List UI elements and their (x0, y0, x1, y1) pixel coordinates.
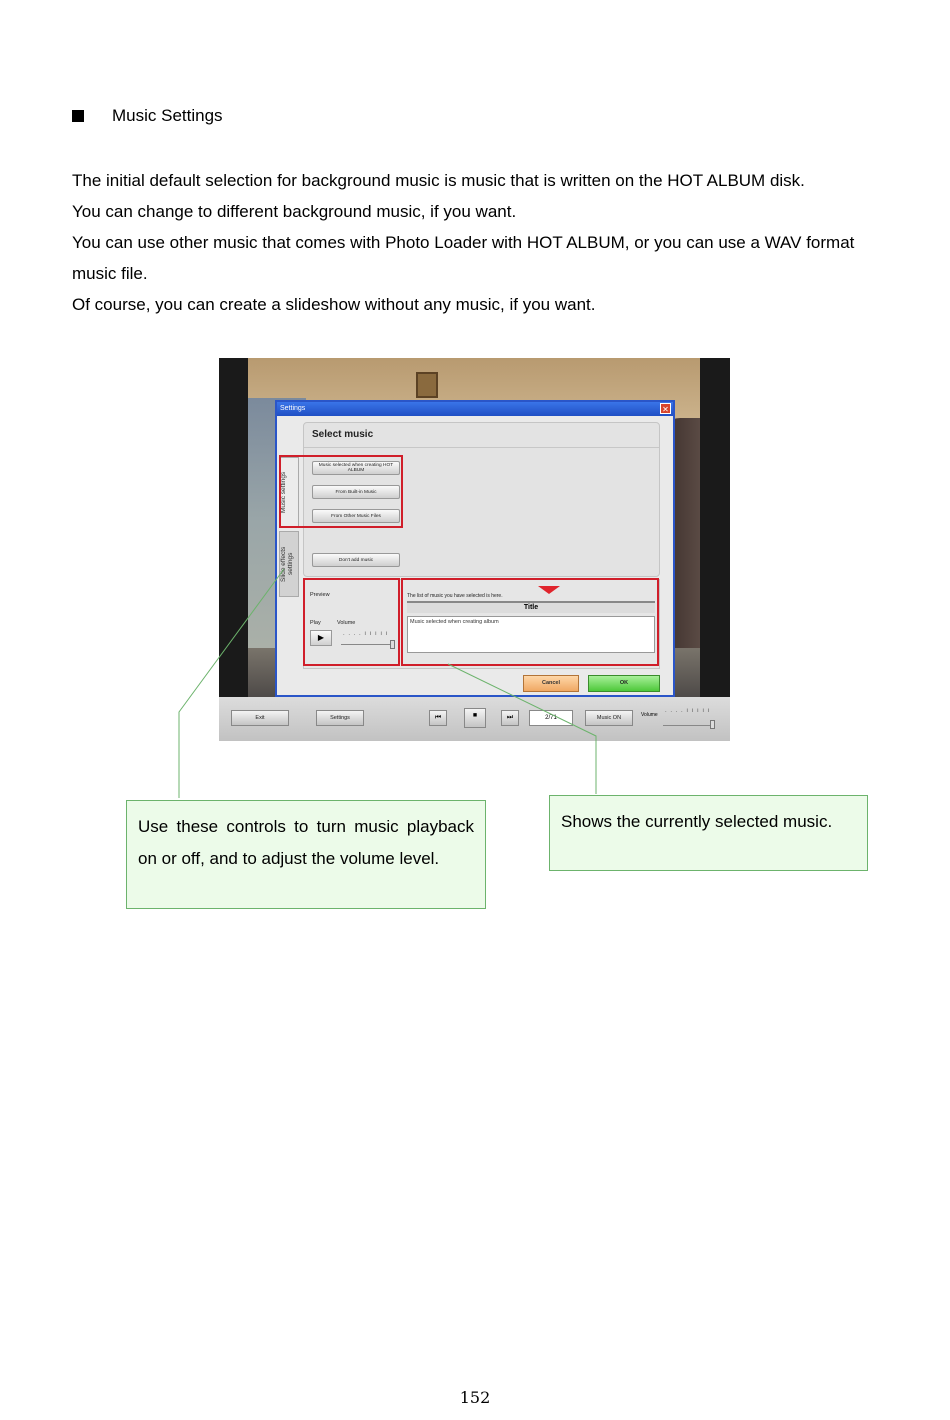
settings-screenshot (219, 358, 730, 741)
music-list-highlight (401, 578, 659, 666)
tab-slide-effects-settings[interactable]: Slide effects settings (279, 531, 299, 597)
selected-music-callout (549, 795, 868, 871)
page-number: 152 (459, 1388, 491, 1407)
built-in-music-button[interactable]: From Built-in Music (312, 485, 400, 499)
settings-button[interactable]: Settings (316, 710, 364, 726)
paragraph: Of course, you can create a slideshow without any music, if you want. (72, 295, 596, 314)
dialog-title: Settings (280, 405, 306, 412)
preview-label: Preview (310, 592, 330, 598)
hot-album-music-button[interactable]: Music selected when creating HOT ALBUM (312, 461, 400, 475)
photo-picture-frame (416, 372, 438, 398)
cancel-button[interactable]: Cancel (523, 675, 579, 692)
slideshow-control-bar (219, 697, 730, 741)
section-heading (72, 106, 223, 126)
previous-icon[interactable]: ⏮ (429, 710, 447, 726)
music-on-button[interactable]: Music ON (585, 710, 633, 726)
volume-scale: . . . . ı ı ı ı ı (343, 631, 389, 637)
music-source-highlight (279, 455, 403, 528)
playback-callout (126, 800, 486, 909)
paragraph: The initial default selection for background music is music that is written on the HOT ALBUM disk. (72, 171, 805, 190)
panel-divider (304, 447, 659, 448)
tab-music-settings[interactable]: Music settings (279, 457, 299, 527)
paragraph: You can use other music that comes with Photo Loader with HOT ALBUM, or you can use a WAV format music file. (72, 233, 855, 283)
body-text (72, 165, 882, 320)
volume-label: Volume (337, 620, 356, 626)
stop-icon[interactable]: ■ (464, 708, 486, 728)
playback-controls-highlight (303, 578, 400, 666)
music-list-header: Title (407, 601, 655, 613)
bar-volume-track[interactable] (663, 725, 715, 726)
settings-dialog (275, 400, 675, 697)
panel-title: Select music (312, 429, 374, 440)
selected-music-callout-text: Shows the currently selected music. (561, 812, 833, 831)
bar-volume-label: Volume (641, 712, 658, 718)
other-music-files-button[interactable]: From Other Music Files (312, 509, 400, 523)
paragraph: You can change to different background music, if you want. (72, 202, 517, 221)
ok-button[interactable]: OK (588, 675, 660, 692)
playback-callout-text: Use these controls to turn music playback on or off, and to adjust the volume level. (138, 817, 474, 868)
slide-counter: 2/71 (529, 710, 573, 726)
close-icon[interactable]: ✕ (660, 403, 671, 414)
bar-volume-scale: . . . . ı ı ı ı ı (665, 708, 711, 714)
exit-button[interactable]: Exit (231, 710, 289, 726)
section-heading-text: Music Settings (112, 106, 223, 125)
play-button[interactable]: ▶ (310, 630, 332, 646)
play-label: Play (310, 620, 321, 626)
square-bullet-icon (72, 110, 84, 122)
music-list-caption: The list of music you have selected is here. (407, 593, 503, 599)
dont-add-music-button[interactable]: Don't add music (312, 553, 400, 567)
list-item[interactable]: Music selected when creating album (410, 619, 499, 625)
next-icon[interactable]: ⏭ (501, 710, 519, 726)
bar-volume-handle[interactable] (710, 720, 715, 729)
dialog-titlebar (277, 402, 673, 416)
